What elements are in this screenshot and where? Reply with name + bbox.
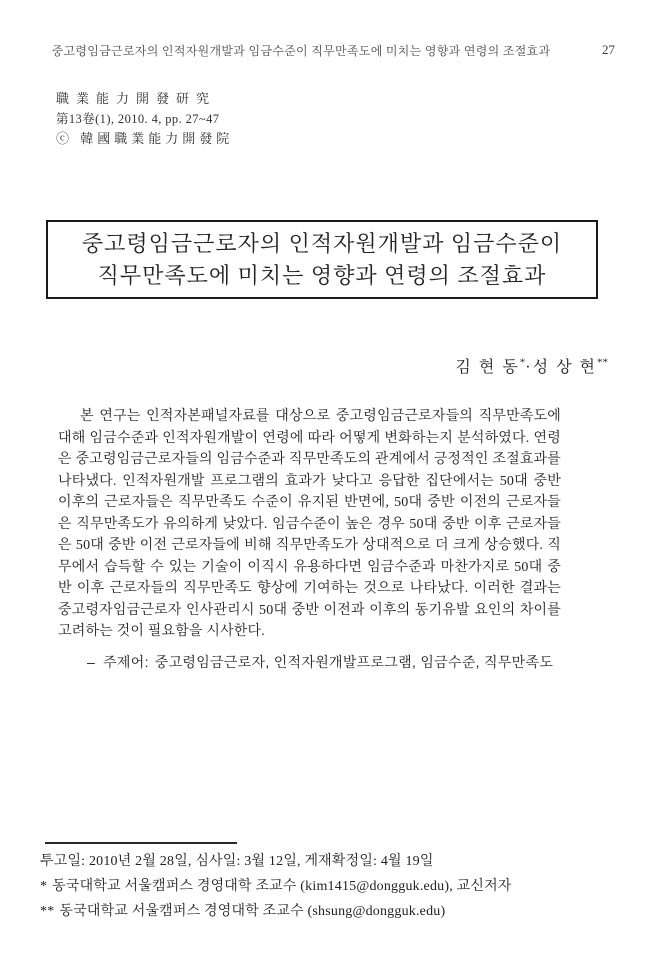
journal-info	[56, 89, 233, 149]
footnote-divider	[45, 842, 237, 844]
footnote-author2	[40, 899, 630, 924]
author-first-name: 김 현 동	[455, 359, 520, 376]
footnote-author2-text: 동국대학교 서울캠퍼스 경영대학 조교수 (shsung@dongguk.edu)	[59, 904, 446, 919]
footnote-author1	[40, 874, 630, 899]
paper-title-line2: 직무만족도에 미치는 영향과 연령의 조절효과	[97, 262, 547, 288]
abstract-text: 본 연구는 인적자본패널자료를 대상으로 중고령임금근로자들의 직무만족도에 대해 임금수준과 인적자원개발이 연령에 따라 어떻게 변화하는지 분석하였다. 연령은 중고령임금근로자들의 임금수준과 직무만족도의 관계에서 긍정적인 조절효과를 나타냈다. 인적자원개발 프로그램의 효과가 낮다고 응답한 집단에서는 50대 중반 이후의 근로자들은 직무만족도 수준이 유지된 반면에, 50대 중반 이전의 근로자들은 직무만족도가 유의하게 낮았다. 임금수준이 높은 경우 50대 중반 이후 근로자들은 50대 중반 이전 근로자들에 비해 직무만족도가 상대적으로 더 크게 상승했다. 직무에서 습득할 수 있는 기술이 이직시 유용하다면 임금수준과 마찬가지로 50대 중반 이후 근로자들의 직무만족도 향상에 기여하는 것으로 나타났다. 이러한 결과는 중고령자임금근로자 인사관리시 50대 중반 이전과 이후의 동기유발 요인의 차이를 고려하는 것이 필요함을 시사한다.	[58, 409, 561, 639]
author-first-mark: *	[519, 356, 526, 369]
author-second-mark: **	[597, 356, 608, 369]
keywords-line	[87, 652, 553, 672]
authors-line	[455, 354, 608, 377]
submission-dates: 투고일: 2010년 2월 28일, 심사일: 3월 12일, 게재확정일: 4월 19일	[40, 854, 434, 869]
keywords-text: 중고령임금근로자, 인적자원개발프로그램, 임금수준, 직무만족도	[154, 654, 554, 670]
footnote-author2-mark: **	[40, 904, 55, 919]
journal-issue-info: 第13卷(1), 2010. 4, pp. 27~47	[56, 112, 220, 126]
footnote-author1-mark: *	[40, 879, 48, 894]
keywords-dash: –	[87, 654, 96, 670]
page-number: 27	[602, 42, 615, 57]
keywords-label: 주제어:	[103, 654, 149, 670]
journal-name: 職業能力開發研究	[56, 91, 217, 106]
journal-copyright: ⓒ 韓國職業能力開發院	[56, 131, 234, 146]
author-separator: ·	[525, 359, 533, 376]
footnote-author1-text: 동국대학교 서울캠퍼스 경영대학 조교수 (kim1415@dongguk.edu), 교신저자	[52, 879, 512, 894]
paper-title-line1: 중고령임금근로자의 인적자원개발과 임금수준이	[81, 230, 563, 256]
running-header: 중고령임금근로자의 인적자원개발과 임금수준이 직무만족도에 미치는 영향과 연령의 조절효과	[51, 44, 551, 58]
title-box	[46, 220, 598, 299]
footnotes	[40, 849, 630, 924]
author-second-name: 성 상 현	[532, 359, 597, 376]
